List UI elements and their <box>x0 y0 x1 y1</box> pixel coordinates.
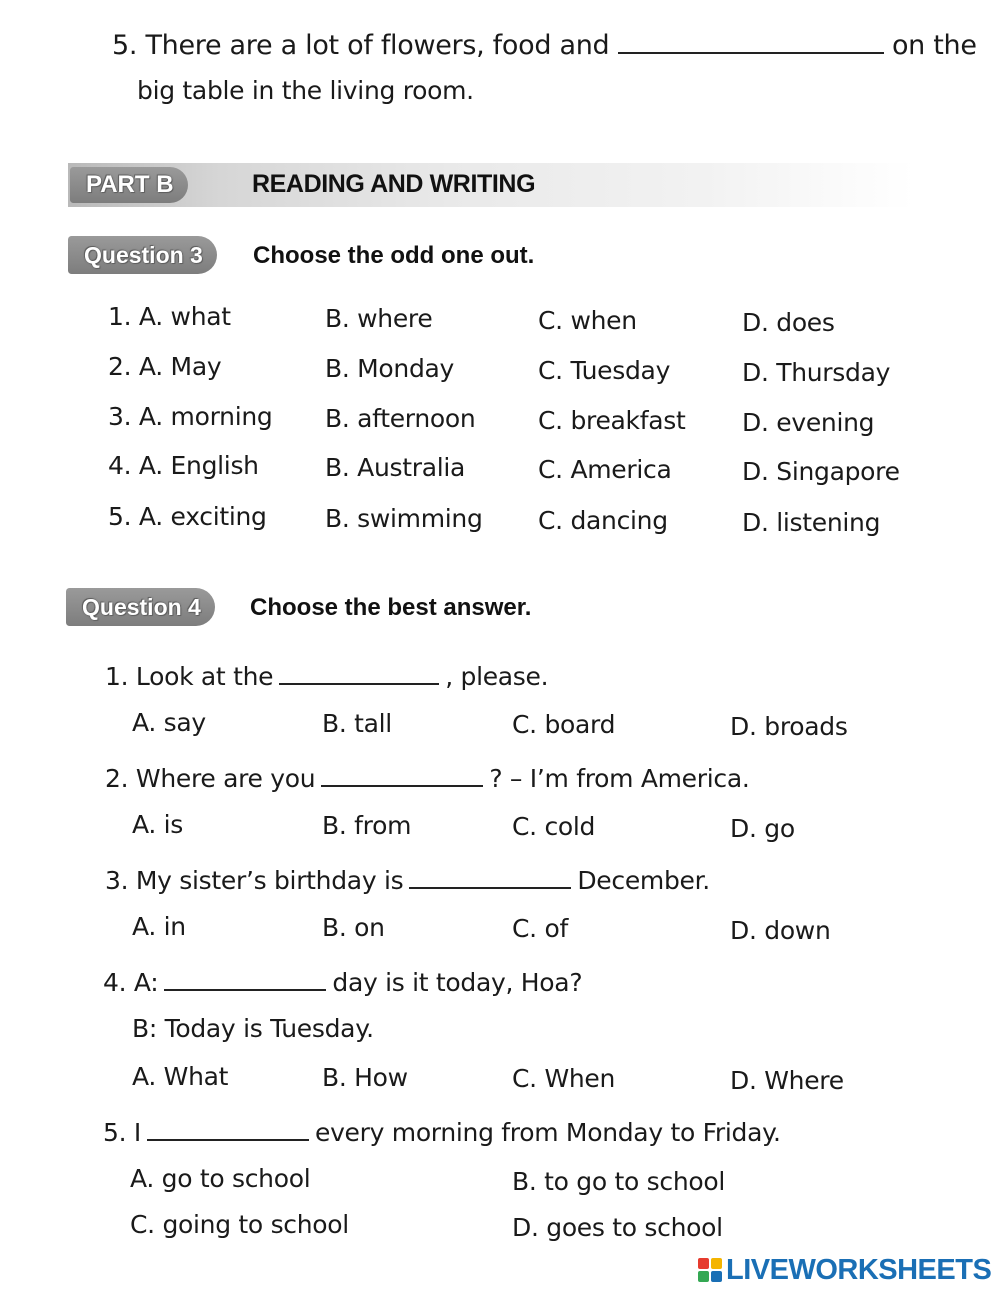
option-q3-4-d[interactable]: D. Singapore <box>742 457 900 486</box>
q4-item-3-stem <box>105 866 710 895</box>
option-q3-1-d[interactable]: D. does <box>742 308 835 337</box>
option-q4-1-d[interactable]: D. broads <box>730 712 848 741</box>
question-3-tag: Question 3 <box>68 236 217 274</box>
option-q3-1-a[interactable]: 1. A. what <box>108 302 231 331</box>
option-q4-1-a[interactable]: A. say <box>132 708 206 737</box>
q4-item-1-stem <box>105 662 548 691</box>
option-q3-1-c[interactable]: C. when <box>538 306 637 335</box>
part-b-title: READING AND WRITING <box>252 170 536 198</box>
option-q3-4-b[interactable]: B. Australia <box>325 453 466 482</box>
option-q3-2-d[interactable]: D. Thursday <box>742 358 891 387</box>
stem-end: every morning from Monday to Friday. <box>314 1118 781 1147</box>
logo-text: LIVEWORKSHEETS <box>726 1253 992 1286</box>
sentence-5 <box>112 30 977 61</box>
option-q3-3-a[interactable]: 3. A. morning <box>108 402 273 431</box>
option-q4-5-a[interactable]: A. go to school <box>130 1164 311 1193</box>
stem-start: 1. Look at the <box>105 662 274 691</box>
option-q3-2-a[interactable]: 2. A. May <box>108 352 222 381</box>
option-q4-3-d[interactable]: D. down <box>730 916 831 945</box>
q4-item-4-stem <box>103 968 582 997</box>
option-q4-4-c[interactable]: C. When <box>512 1064 616 1093</box>
option-q4-5-d[interactable]: D. goes to school <box>512 1213 723 1242</box>
part-b-tag: PART B <box>70 167 188 203</box>
answer-blank[interactable] <box>279 663 439 685</box>
option-q4-2-c[interactable]: C. cold <box>512 812 596 841</box>
option-q3-3-c[interactable]: C. breakfast <box>538 406 686 435</box>
option-q4-5-b[interactable]: B. to go to school <box>512 1167 725 1196</box>
liveworksheets-logo <box>698 1254 991 1286</box>
option-q4-1-b[interactable]: B. tall <box>322 709 392 738</box>
option-q3-4-c[interactable]: C. America <box>538 455 672 484</box>
option-q3-4-a[interactable]: 4. A. English <box>108 451 259 480</box>
stem-start: 4. A: <box>103 968 159 997</box>
q4-item-4-line2: B: Today is Tuesday. <box>132 1014 374 1043</box>
option-q3-5-d[interactable]: D. listening <box>742 508 881 537</box>
option-q4-4-b[interactable]: B. How <box>322 1063 408 1092</box>
answer-blank[interactable] <box>147 1119 309 1141</box>
stem-end: , please. <box>445 662 549 691</box>
option-q3-3-b[interactable]: B. afternoon <box>325 404 476 433</box>
option-q4-1-c[interactable]: C. board <box>512 710 616 739</box>
option-q3-3-d[interactable]: D. evening <box>742 408 875 437</box>
stem-end: day is it today, Hoa? <box>332 968 583 997</box>
option-q4-4-d[interactable]: D. Where <box>730 1066 844 1095</box>
option-q3-1-b[interactable]: B. where <box>325 304 433 333</box>
answer-blank[interactable] <box>409 867 571 889</box>
option-q3-2-b[interactable]: B. Monday <box>325 354 455 383</box>
answer-blank[interactable] <box>321 765 483 787</box>
option-q4-2-a[interactable]: A. is <box>132 810 184 839</box>
option-q3-5-c[interactable]: C. dancing <box>538 506 668 535</box>
sentence-5-end: on the <box>891 30 977 61</box>
option-q4-3-b[interactable]: B. on <box>322 913 385 942</box>
option-q4-5-c[interactable]: C. going to school <box>130 1210 349 1239</box>
answer-blank[interactable] <box>618 32 884 54</box>
option-q4-2-d[interactable]: D. go <box>730 814 795 843</box>
option-q3-5-a[interactable]: 5. A. exciting <box>108 502 267 531</box>
answer-blank[interactable] <box>164 969 326 991</box>
question-4-title: Choose the best answer. <box>250 594 532 621</box>
sentence-5-start: 5. There are a lot of flowers, food and <box>112 30 610 61</box>
logo-mark-icon <box>698 1258 722 1282</box>
stem-end: December. <box>577 866 710 895</box>
question-3-title: Choose the odd one out. <box>253 242 535 269</box>
q4-item-2-stem <box>105 764 750 793</box>
stem-start: 5. I <box>103 1118 141 1147</box>
stem-start: 2. Where are you <box>105 764 316 793</box>
option-q3-2-c[interactable]: C. Tuesday <box>538 356 671 385</box>
sentence-5-continued: big table in the living room. <box>137 76 474 105</box>
option-q4-4-a[interactable]: A. What <box>132 1062 229 1091</box>
q4-item-5-stem <box>103 1118 781 1147</box>
stem-start: 3. My sister’s birthday is <box>105 866 404 895</box>
option-q3-5-b[interactable]: B. swimming <box>325 504 483 533</box>
question-4-tag: Question 4 <box>66 588 215 626</box>
stem-end: ? – I’m from America. <box>489 764 750 793</box>
option-q4-2-b[interactable]: B. from <box>322 811 412 840</box>
option-q4-3-c[interactable]: C. of <box>512 914 568 943</box>
option-q4-3-a[interactable]: A. in <box>132 912 186 941</box>
